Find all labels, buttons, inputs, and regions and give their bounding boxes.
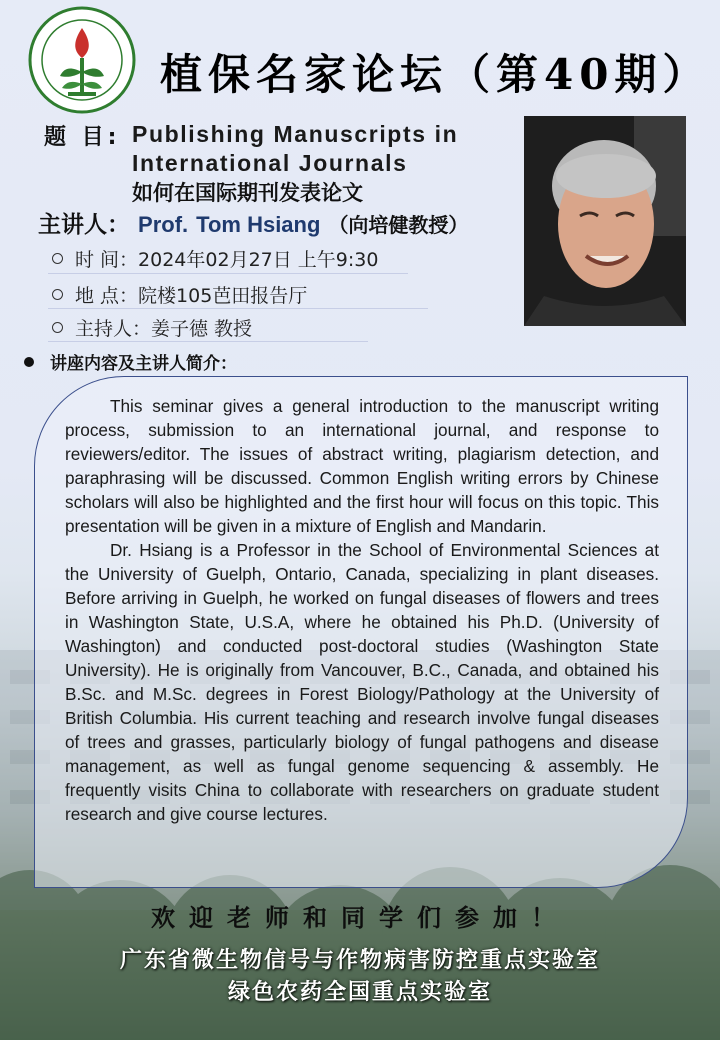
host-row — [52, 314, 252, 341]
lab-name-1: 广东省微生物信号与作物病害防控重点实验室 — [119, 947, 600, 973]
speaker-label: 主讲人： — [38, 212, 130, 238]
circle-bullet-icon — [52, 322, 63, 333]
speaker-photo — [524, 116, 686, 326]
section-heading — [24, 349, 237, 374]
filled-bullet-icon — [24, 357, 34, 367]
topic-title-english: Publishing Manuscripts in International Journals — [132, 121, 459, 176]
abstract-paragraph: This seminar gives a general introduction to the manuscript writing process, submission to an international journal, and response to reviewers/editor. The issues of abstract writing, plagiarism detection, and paraphrasing will be discussed. Common English writing errors by Chinese scholars will also be highlighted and the first hour will focus on this topic. This presentation will be given in a mixture of English and Mandarin. — [65, 396, 659, 536]
time-text: 时 间：2024年02月27日 上午9:30 — [75, 249, 379, 271]
topic-title-chinese: 如何在国际期刊发表论文 — [132, 181, 363, 205]
speaker-name-english: Tom Hsiang — [196, 212, 321, 237]
speaker-name-chinese: （向培健教授） — [328, 213, 469, 237]
section-heading-text: 讲座内容及主讲人简介： — [50, 354, 237, 374]
divider — [48, 308, 428, 309]
bio-paragraph: Dr. Hsiang is a Professor in the School of Environmental Sciences at the University of Guelph, Ontario, Canada, specializing in plant diseases. Before arriving in Guelph, he worked on fungal diseases of flowers and trees in Washington State, U.S.A, where he obtained his Ph.D. (University of Washington) and conducted post-doctoral studies (Washington State University). He is originally from Vancouver, B.C., Canada, and obtained his B.Sc. and M.Sc. degrees in Forest Biology/Pathology at the University of British Columbia. His current teaching and research involve fungal diseases of trees and grasses, particularly biology of fungal pathogens and disease management, as well as fungal genome sequencing & assembly. He frequently visits China to collaborate with researchers on graduate student research and give course lectures. — [65, 540, 659, 824]
host-text: 主持人：姜子德 教授 — [75, 318, 253, 340]
circle-bullet-icon — [52, 253, 63, 264]
divider — [48, 341, 368, 342]
divider — [48, 273, 408, 274]
speaker-line — [38, 206, 468, 239]
place-row — [52, 281, 307, 308]
circle-bullet-icon — [52, 289, 63, 300]
forum-title: 植保名家论坛（第40期） — [160, 50, 711, 99]
lab-name-2: 绿色农药全国重点实验室 — [227, 979, 492, 1005]
speaker-prefix: Prof. — [138, 212, 189, 237]
abstract-text — [65, 394, 659, 826]
college-logo-icon — [28, 6, 136, 114]
welcome-message: 欢迎老师和同学们参加！ — [151, 903, 569, 932]
time-row — [52, 245, 378, 272]
place-text: 地 点：院楼105芭田报告厅 — [75, 285, 308, 307]
topic-label: 题 目: — [44, 125, 121, 150]
